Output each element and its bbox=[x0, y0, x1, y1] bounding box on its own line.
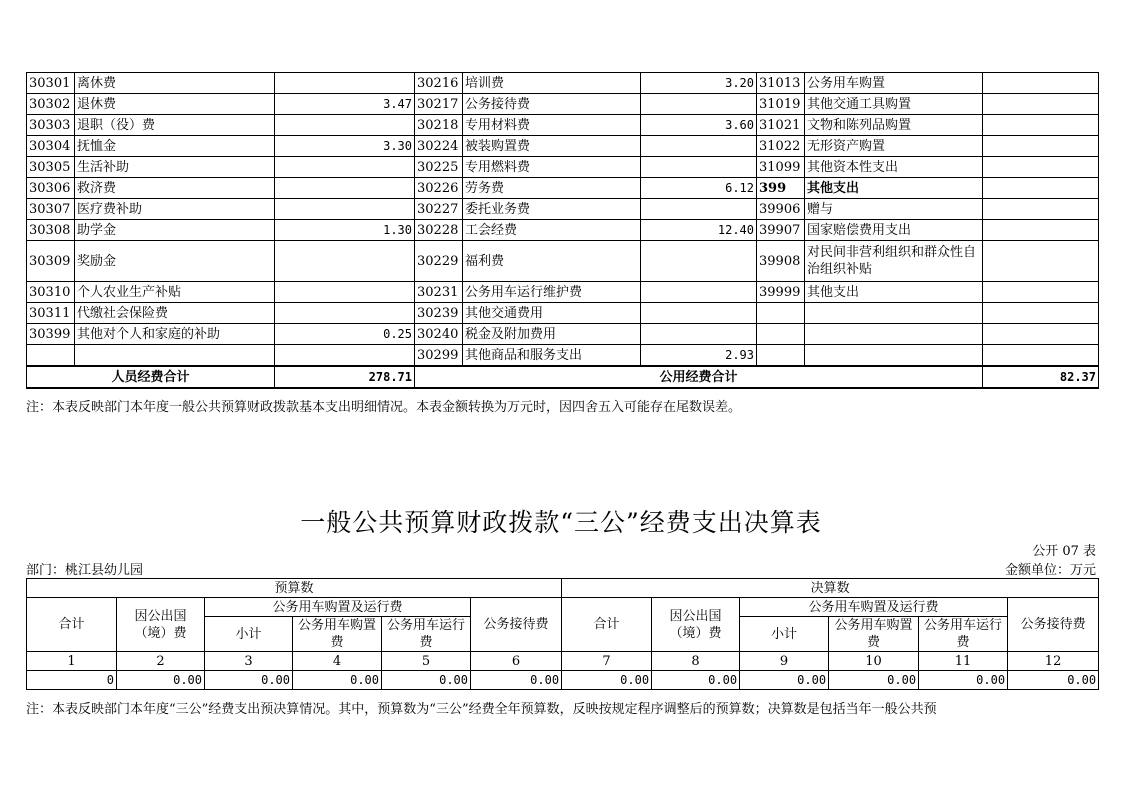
name-cell bbox=[805, 324, 983, 345]
name-cell: 离休费 bbox=[75, 73, 275, 94]
value-cell: 0.00 bbox=[829, 671, 919, 690]
table-row bbox=[27, 199, 1099, 220]
table-row bbox=[27, 345, 1099, 367]
column-index: 11 bbox=[919, 652, 1008, 671]
code-cell: 31099 bbox=[757, 157, 805, 178]
amount-cell: 1.30 bbox=[275, 220, 415, 241]
name-cell: 奖励金 bbox=[75, 241, 275, 282]
code-cell: 30399 bbox=[27, 324, 75, 345]
column-index: 7 bbox=[562, 652, 652, 671]
public-total-value: 82.37 bbox=[983, 366, 1099, 388]
three-public-expenses-table bbox=[26, 578, 1099, 690]
code-cell: 399 bbox=[757, 178, 805, 199]
name-cell: 其他资本性支出 bbox=[805, 157, 983, 178]
column-index-row bbox=[27, 652, 1099, 671]
code-cell bbox=[757, 324, 805, 345]
amount-cell: 2.93 bbox=[641, 345, 757, 367]
value-cell: 0.00 bbox=[117, 671, 205, 690]
name-cell: 代缴社会保险费 bbox=[75, 303, 275, 324]
value-cell: 0.00 bbox=[293, 671, 382, 690]
name-cell: 委托业务费 bbox=[463, 199, 641, 220]
name-cell: 个人农业生产补贴 bbox=[75, 282, 275, 303]
amount-cell: 0.25 bbox=[275, 324, 415, 345]
amount-cell bbox=[983, 157, 1099, 178]
name-cell bbox=[805, 303, 983, 324]
final-vehicle-operation-header: 公务用车运行费 bbox=[919, 617, 1008, 652]
table-row bbox=[27, 220, 1099, 241]
amount-cell bbox=[983, 178, 1099, 199]
final-vehicle-purchase-header: 公务用车购置费 bbox=[829, 617, 919, 652]
amount-cell bbox=[641, 199, 757, 220]
column-index: 9 bbox=[740, 652, 829, 671]
code-cell: 30228 bbox=[415, 220, 463, 241]
name-cell: 专用材料费 bbox=[463, 115, 641, 136]
table-row bbox=[27, 73, 1099, 94]
code-cell bbox=[27, 345, 75, 367]
code-cell bbox=[757, 303, 805, 324]
amount-cell bbox=[983, 94, 1099, 115]
column-index: 5 bbox=[382, 652, 471, 671]
value-cell: 0.00 bbox=[1008, 671, 1099, 690]
name-cell: 被装购置费 bbox=[463, 136, 641, 157]
amount-cell bbox=[641, 94, 757, 115]
name-cell: 公务接待费 bbox=[463, 94, 641, 115]
column-index: 6 bbox=[471, 652, 562, 671]
values-row bbox=[27, 671, 1099, 690]
amount-cell bbox=[275, 345, 415, 367]
column-index: 3 bbox=[205, 652, 293, 671]
budget-abroad-header: 因公出国（境）费 bbox=[117, 598, 205, 652]
table-row bbox=[27, 303, 1099, 324]
name-cell bbox=[75, 345, 275, 367]
name-cell: 培训费 bbox=[463, 73, 641, 94]
code-cell: 39906 bbox=[757, 199, 805, 220]
amount-cell bbox=[641, 324, 757, 345]
page-title: 一般公共预算财政拨款“三公”经费支出决算表 bbox=[300, 508, 822, 537]
final-reception-header: 公务接待费 bbox=[1008, 598, 1099, 652]
amount-cell bbox=[275, 282, 415, 303]
name-cell bbox=[805, 345, 983, 367]
code-cell: 30302 bbox=[27, 94, 75, 115]
name-cell: 工会经费 bbox=[463, 220, 641, 241]
amount-cell bbox=[275, 199, 415, 220]
name-cell: 文物和陈列品购置 bbox=[805, 115, 983, 136]
amount-cell bbox=[983, 136, 1099, 157]
amount-cell: 3.60 bbox=[641, 115, 757, 136]
detail-table-body bbox=[27, 73, 1099, 367]
code-cell: 30226 bbox=[415, 178, 463, 199]
detail-table-note: 注：本表反映部门本年度一般公共预算财政拨款基本支出明细情况。本表金额转换为万元时，因四舍五入可能存在尾数误差。 bbox=[26, 400, 742, 415]
final-total-header: 合计 bbox=[562, 598, 652, 652]
amount-cell bbox=[983, 220, 1099, 241]
column-index: 1 bbox=[27, 652, 117, 671]
code-cell: 30303 bbox=[27, 115, 75, 136]
code-cell: 30310 bbox=[27, 282, 75, 303]
final-subtotal-header: 小计 bbox=[740, 617, 829, 652]
code-cell: 30240 bbox=[415, 324, 463, 345]
final-vehicle-group-header: 公务用车购置及运行费 bbox=[740, 598, 1008, 617]
table-row bbox=[27, 178, 1099, 199]
amount-cell bbox=[275, 73, 415, 94]
name-cell: 其他对个人和家庭的补助 bbox=[75, 324, 275, 345]
code-cell: 30229 bbox=[415, 241, 463, 282]
code-cell: 39907 bbox=[757, 220, 805, 241]
amount-cell bbox=[275, 157, 415, 178]
amount-cell bbox=[275, 303, 415, 324]
code-cell: 30216 bbox=[415, 73, 463, 94]
column-index: 8 bbox=[652, 652, 740, 671]
final-abroad-header: 因公出国（境）费 bbox=[652, 598, 740, 652]
name-cell: 其他支出 bbox=[805, 282, 983, 303]
table-row bbox=[27, 157, 1099, 178]
amount-cell bbox=[641, 282, 757, 303]
totals-row bbox=[27, 366, 1099, 388]
value-cell: 0.00 bbox=[205, 671, 293, 690]
code-cell: 30304 bbox=[27, 136, 75, 157]
code-cell: 30239 bbox=[415, 303, 463, 324]
amount-cell bbox=[983, 282, 1099, 303]
final-header: 决算数 bbox=[562, 579, 1099, 598]
code-cell: 30227 bbox=[415, 199, 463, 220]
code-cell: 39999 bbox=[757, 282, 805, 303]
name-cell: 公务用车运行维护费 bbox=[463, 282, 641, 303]
value-cell: 0.00 bbox=[562, 671, 652, 690]
code-cell: 30299 bbox=[415, 345, 463, 367]
amount-cell bbox=[983, 303, 1099, 324]
column-index: 10 bbox=[829, 652, 919, 671]
value-cell: 0.00 bbox=[919, 671, 1008, 690]
name-cell: 赠与 bbox=[805, 199, 983, 220]
table-row bbox=[27, 115, 1099, 136]
name-cell: 对民间非营利组织和群众性自治组织补贴 bbox=[805, 241, 983, 282]
department-label: 部门：桃江县幼儿园 bbox=[26, 563, 144, 578]
code-cell: 30217 bbox=[415, 94, 463, 115]
table-row bbox=[27, 324, 1099, 345]
name-cell: 生活补助 bbox=[75, 157, 275, 178]
code-cell: 31022 bbox=[757, 136, 805, 157]
amount-cell bbox=[275, 178, 415, 199]
value-cell: 0.00 bbox=[471, 671, 562, 690]
header-row-1 bbox=[27, 579, 1099, 598]
name-cell: 抚恤金 bbox=[75, 136, 275, 157]
code-cell: 30307 bbox=[27, 199, 75, 220]
name-cell: 其他支出 bbox=[805, 178, 983, 199]
name-cell: 退职（役）费 bbox=[75, 115, 275, 136]
name-cell: 劳务费 bbox=[463, 178, 641, 199]
column-index: 4 bbox=[293, 652, 382, 671]
amount-cell: 12.40 bbox=[641, 220, 757, 241]
code-cell: 30231 bbox=[415, 282, 463, 303]
amount-cell: 3.20 bbox=[641, 73, 757, 94]
table-row bbox=[27, 136, 1099, 157]
name-cell: 福利费 bbox=[463, 241, 641, 282]
budget-subtotal-header: 小计 bbox=[205, 617, 293, 652]
value-cell: 0 bbox=[27, 671, 117, 690]
personnel-total-label: 人员经费合计 bbox=[27, 366, 275, 388]
name-cell: 助学金 bbox=[75, 220, 275, 241]
name-cell: 无形资产购置 bbox=[805, 136, 983, 157]
code-cell: 30301 bbox=[27, 73, 75, 94]
name-cell: 专用燃料费 bbox=[463, 157, 641, 178]
amount-unit-label: 金额单位：万元 bbox=[1004, 563, 1096, 578]
code-cell: 30218 bbox=[415, 115, 463, 136]
amount-cell: 3.30 bbox=[275, 136, 415, 157]
code-cell: 30305 bbox=[27, 157, 75, 178]
column-index: 12 bbox=[1008, 652, 1099, 671]
amount-cell: 3.47 bbox=[275, 94, 415, 115]
budget-vehicle-group-header: 公务用车购置及运行费 bbox=[205, 598, 471, 617]
value-cell: 0.00 bbox=[740, 671, 829, 690]
amount-cell bbox=[983, 73, 1099, 94]
amount-cell bbox=[983, 324, 1099, 345]
code-cell: 30311 bbox=[27, 303, 75, 324]
code-cell: 30224 bbox=[415, 136, 463, 157]
amount-cell bbox=[983, 241, 1099, 282]
budget-vehicle-purchase-header: 公务用车购置费 bbox=[293, 617, 382, 652]
name-cell: 救济费 bbox=[75, 178, 275, 199]
budget-total-header: 合计 bbox=[27, 598, 117, 652]
code-cell: 31021 bbox=[757, 115, 805, 136]
name-cell: 医疗费补助 bbox=[75, 199, 275, 220]
value-cell: 0.00 bbox=[382, 671, 471, 690]
name-cell: 其他交通费用 bbox=[463, 303, 641, 324]
personnel-total-value: 278.71 bbox=[275, 366, 415, 388]
table-row bbox=[27, 94, 1099, 115]
code-cell: 31013 bbox=[757, 73, 805, 94]
value-cell: 0.00 bbox=[652, 671, 740, 690]
code-cell: 30306 bbox=[27, 178, 75, 199]
amount-cell bbox=[275, 115, 415, 136]
three-public-note: 注：本表反映部门本年度“三公”经费支出预决算情况。其中，预算数为“三公”经费全年预算数，反映按规定程序调整后的预算数；决算数是包括当年一般公共预 bbox=[26, 702, 937, 717]
code-cell: 39908 bbox=[757, 241, 805, 282]
amount-cell bbox=[983, 199, 1099, 220]
amount-cell bbox=[641, 241, 757, 282]
table-code: 公开 07 表 bbox=[1032, 544, 1096, 559]
code-cell bbox=[757, 345, 805, 367]
code-cell: 30309 bbox=[27, 241, 75, 282]
amount-cell bbox=[983, 345, 1099, 367]
table-row bbox=[27, 282, 1099, 303]
code-cell: 30225 bbox=[415, 157, 463, 178]
budget-vehicle-operation-header: 公务用车运行费 bbox=[382, 617, 471, 652]
code-cell: 31019 bbox=[757, 94, 805, 115]
name-cell: 退休费 bbox=[75, 94, 275, 115]
basic-expenditure-detail-table bbox=[26, 72, 1099, 389]
name-cell: 其他交通工具购置 bbox=[805, 94, 983, 115]
amount-cell bbox=[641, 136, 757, 157]
amount-cell bbox=[641, 157, 757, 178]
name-cell: 国家赔偿费用支出 bbox=[805, 220, 983, 241]
column-index: 2 bbox=[117, 652, 205, 671]
amount-cell: 6.12 bbox=[641, 178, 757, 199]
name-cell: 税金及附加费用 bbox=[463, 324, 641, 345]
public-total-label: 公用经费合计 bbox=[415, 366, 983, 388]
amount-cell bbox=[641, 303, 757, 324]
budget-header: 预算数 bbox=[27, 579, 562, 598]
budget-reception-header: 公务接待费 bbox=[471, 598, 562, 652]
table-row bbox=[27, 241, 1099, 282]
amount-cell bbox=[275, 241, 415, 282]
name-cell: 其他商品和服务支出 bbox=[463, 345, 641, 367]
amount-cell bbox=[983, 115, 1099, 136]
header-row-2 bbox=[27, 598, 1099, 617]
code-cell: 30308 bbox=[27, 220, 75, 241]
name-cell: 公务用车购置 bbox=[805, 73, 983, 94]
